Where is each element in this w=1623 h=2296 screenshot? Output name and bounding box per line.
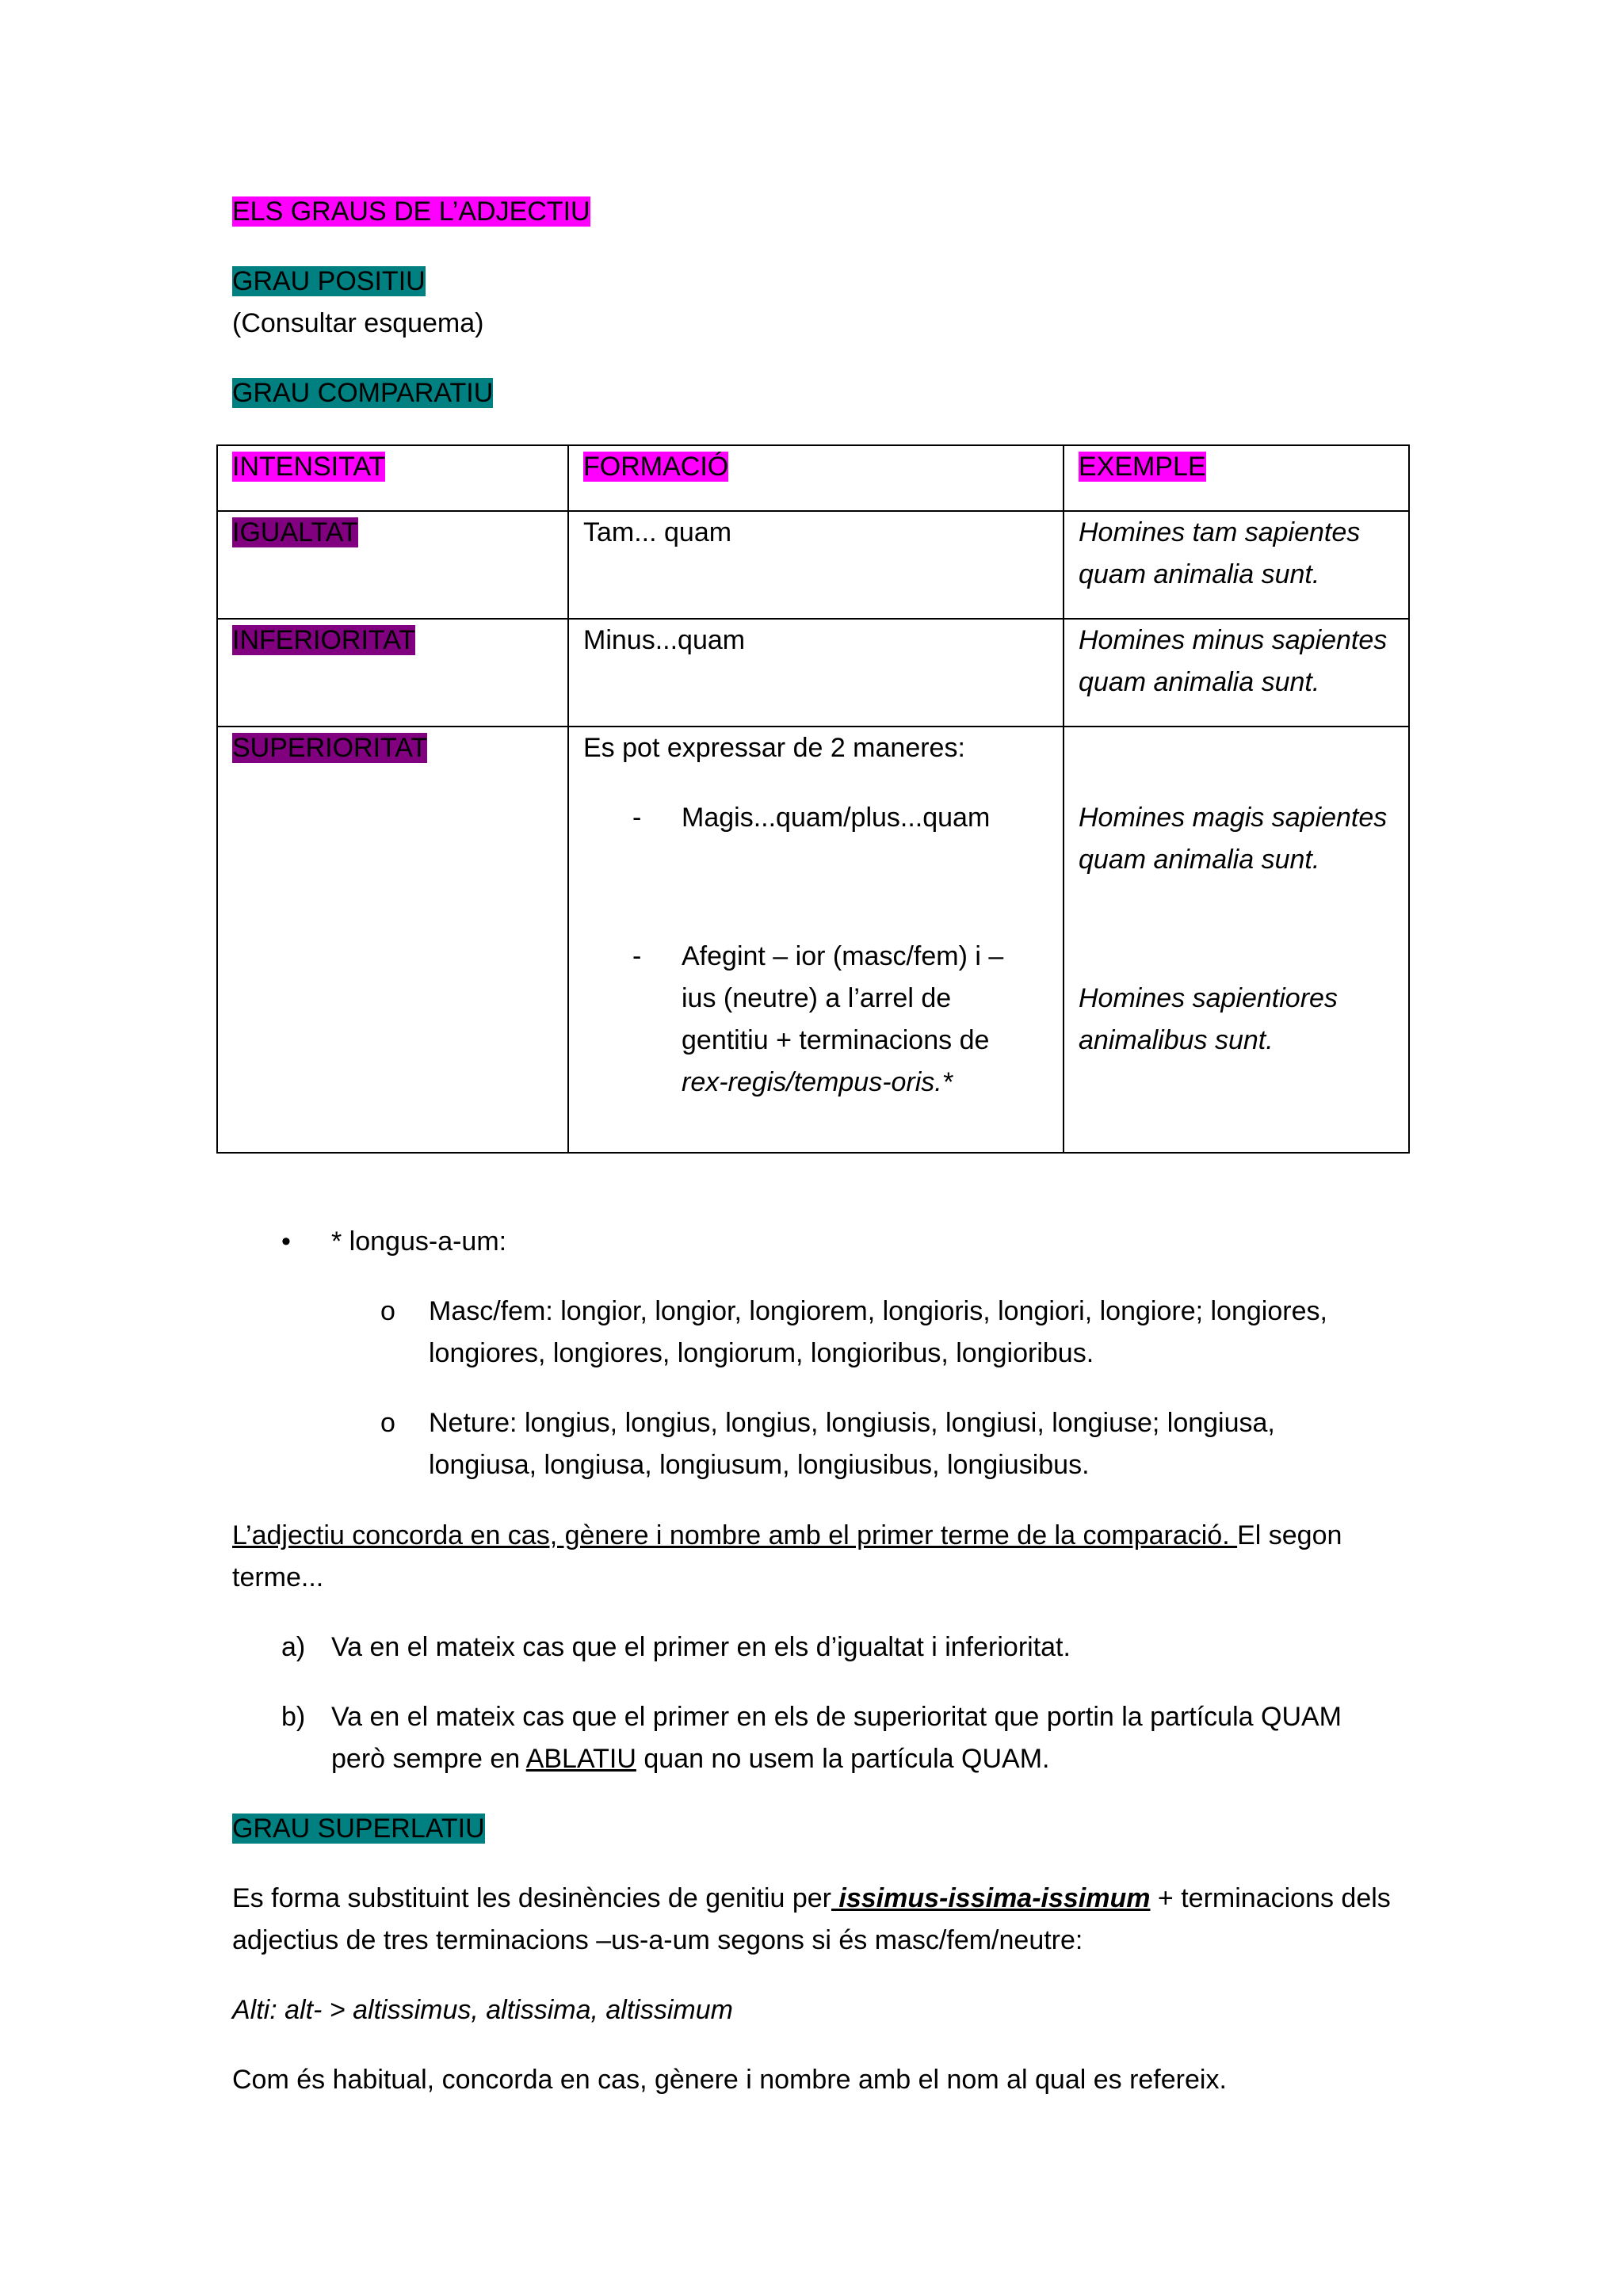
list-item: Va en el mateix cas que el primer en els d’igualtat i inferioritat.: [331, 1632, 1071, 1662]
way-1: - Magis...quam/plus...quam: [632, 803, 991, 833]
positiu-note: (Consultar esquema): [232, 308, 484, 338]
comparison-table: [216, 444, 1410, 1154]
superlatiu-example: Alti: alt- > altissimus, altissima, altissimum: [232, 1995, 733, 2025]
intensitat-cell: INFERIORITAT: [217, 619, 568, 727]
document-title: [232, 191, 590, 233]
header-cell: INTENSITAT: [217, 445, 568, 511]
agreement-paragraph: L’adjectiu concorda en cas, gènere i nombre amb el primer terme de la comparació. El segon terme...: [232, 1520, 1342, 1592]
table-row: [217, 619, 1409, 727]
table-header-row: [217, 445, 1409, 511]
list-marker-b: b): [281, 1702, 306, 1732]
exemple-cell: Homines magis sapientes quam animalia sunt. Homines sapientiores animalibus sunt.: [1064, 727, 1409, 1153]
list-item: * longus-a-um:: [331, 1226, 507, 1257]
sub-bullet-marker: o: [380, 1296, 395, 1326]
bullet-marker: •: [281, 1226, 291, 1257]
list-item: Neture: longius, longius, longius, longiusis, longiusi, longiuse; longiusa, longiusa, longiusa, longiusum, longiusibus, longiusibus.: [429, 1408, 1275, 1480]
exemple-cell: Homines minus sapientes quam animalia sunt.: [1064, 619, 1409, 727]
closing-paragraph: Com és habitual, concorda en cas, gènere i nombre amb el nom al qual es refereix.: [232, 2065, 1227, 2095]
table-row: [217, 727, 1409, 1153]
table-row: [217, 511, 1409, 619]
superlatiu-heading: [232, 1808, 485, 1850]
superlatiu-paragraph: Es forma substituint les desinències de genitiu per issimus-issima-issimum + terminacions dels adjectius de tres terminacions –us-a-um segons si és masc/fem/neutre:: [232, 1883, 1391, 1955]
comparatiu-heading: [232, 372, 493, 414]
title-text: ELS GRAUS DE L’ADJECTIU: [232, 196, 590, 227]
header-cell: EXEMPLE: [1064, 445, 1409, 511]
comparatiu-heading-text: GRAU COMPARATIU: [232, 378, 494, 408]
header-cell: FORMACIÓ: [568, 445, 1064, 511]
intensitat-cell: SUPERIORITAT: [217, 727, 568, 1153]
formacio-cell: Minus...quam: [568, 619, 1064, 727]
sub-bullet-marker: o: [380, 1408, 395, 1438]
exemple-cell: Homines tam sapientes quam animalia sunt.: [1064, 511, 1409, 619]
positiu-heading-text: GRAU POSITIU: [232, 266, 426, 296]
formacio-cell: Tam... quam: [568, 511, 1064, 619]
list-item: Masc/fem: longior, longior, longiorem, longioris, longiori, longiore; longiores, longiores, longiores, longiorum, longioribus, longioribus.: [429, 1296, 1327, 1368]
way-2: - Afegint – ior (masc/fem) i – ius (neutre) a l’arrel de gentitiu + terminacions de rex-regis/tempus-oris.*: [632, 941, 1004, 1097]
intensitat-cell: IGUALTAT: [217, 511, 568, 619]
list-item: Va en el mateix cas que el primer en els de superioritat que portin la partícula QUAM però sempre en ABLATIU quan no usem la partícula QUAM.: [331, 1702, 1342, 1774]
list-marker-a: a): [281, 1632, 306, 1662]
formacio-cell: Es pot expressar de 2 maneres: - Magis...quam/plus...quam - Afegint – ior (masc/fem) i – ius (neutre) a l’arrel de gentitiu + terminacions de rex-regis/tempus-oris.*: [568, 727, 1064, 1153]
positiu-heading: [232, 261, 426, 303]
superlatiu-heading-text: GRAU SUPERLATIU: [232, 1814, 485, 1844]
